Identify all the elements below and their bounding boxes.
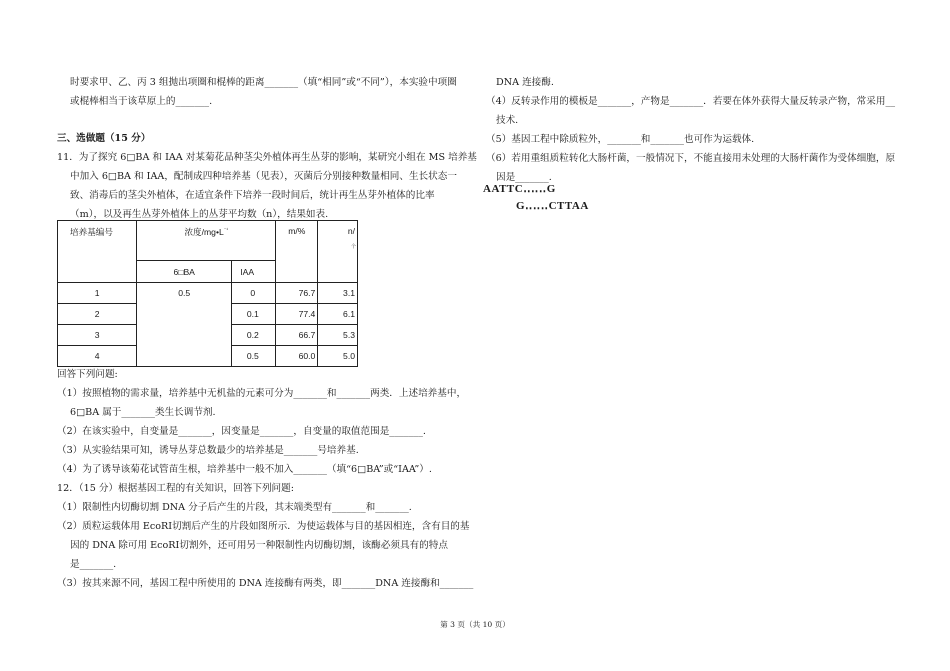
cell-n: 5.0 [318, 346, 358, 367]
cell-id: 3 [58, 325, 137, 346]
q11-line: 中加入 6□BA 和 IAA，配制成四种培养基（见表），灭菌后分别接种数量相同、生长状态一 [70, 171, 457, 182]
header-medium: 培养基编号 [58, 221, 137, 283]
q11-line: （m），以及再生丛芽外植体上的丛芽平均数（n），结果如表. [70, 209, 329, 220]
cell-iaa: 0.2 [232, 325, 276, 346]
q12-line: 12．（15 分）根据基因工程的有关知识，回答下列问题: [57, 483, 294, 494]
cell-6ba: 0.5 [137, 283, 232, 367]
text-line: 技术. [496, 115, 519, 126]
q11-line: 6□BA 属于_______类生长调节剂. [70, 407, 216, 418]
cell-id: 4 [58, 346, 137, 367]
header-concentration: 浓度$/mg•L^{^{-1}}$ [137, 221, 276, 261]
cell-iaa: 0.5 [232, 346, 276, 367]
cell-id: 2 [58, 304, 137, 325]
cell-n: 6.1 [318, 304, 358, 325]
cell-n: 3.1 [318, 283, 358, 304]
page-footer: 第 3 页（共 10 页） [440, 620, 510, 629]
text-line: （4）反转录作用的模板是_______，产物是_______．若要在体外获得大量反转录产物，常采用__ [486, 96, 896, 107]
cell-id: 1 [58, 283, 137, 304]
cell-m: 66.7 [276, 325, 318, 346]
text-line: （6）若用重组质粒转化大肠杆菌，一般情况下，不能直接用未处理的大肠杆菌作为受体细胞，原 [486, 153, 896, 164]
cell-iaa: 0.1 [232, 304, 276, 325]
q12-line: 因的 DNA 除可用 EcoRI切割外，还可用另一种限制性内切酶切割，该酶必须具有的特点 [70, 540, 448, 551]
header-m: m/% [276, 221, 318, 283]
subheader-iaa: IAA [232, 261, 276, 283]
sequence-top-strand: AATTC‥‥‥G [483, 183, 556, 195]
cell-m: 76.7 [276, 283, 318, 304]
text-line: 或棍棒相当于该草原上的_______. [70, 96, 213, 107]
q11-line: （1）按照植物的需求量，培养基中无机盐的元素可分为_______和_______两类．上述培养基中， [57, 388, 467, 399]
q12-line: （3）按其来源不同，基因工程中所使用的 DNA 连接酶有两类，即_______DNA 连接酶和_______ [57, 578, 474, 589]
text-line: （5）基因工程中除质粒外，_______和_______也可作为运载体. [486, 134, 755, 145]
text-line: DNA 连接酶. [496, 77, 554, 88]
subheader-6ba: 6□BA [137, 261, 232, 283]
results-table [57, 220, 358, 367]
section-title: 三、选做题（15 分） [57, 133, 151, 144]
cell-iaa: 0 [232, 283, 276, 304]
q12-line: （2）质粒运载体用 EcoRI切割后产生的片段如图所示．为使运载体与目的基因相连，含有目的基 [57, 521, 470, 532]
q11-line: 致、消毒后的茎尖外植体，在适宜条件下培养一段时间后，统计再生丛芽外植体的比率 [70, 190, 435, 201]
cell-m: 77.4 [276, 304, 318, 325]
text-line: 因是_______. [496, 172, 552, 183]
q11-line: 11．为了探究 6□BA 和 IAA 对某菊花品种茎尖外植体再生丛芽的影响，某研究小组在 MS 培养基 [57, 152, 477, 163]
cell-n: 5.3 [318, 325, 358, 346]
text-line: 时要求甲、乙、丙 3 组抛出项圈和棍棒的距离_______（填“相同”或“不同”），本实验中项圈 [70, 77, 457, 88]
cell-m: 60.0 [276, 346, 318, 367]
header-n: n/ 个 [318, 221, 358, 283]
sequence-bottom-strand: G‥‥‥CTTAA [516, 200, 589, 212]
q12-line: 是_______. [70, 559, 117, 570]
q11-line: （2）在该实验中，自变量是_______，因变量是_______，自变量的取值范围是_______. [57, 426, 426, 437]
q11-line: 回答下列问题: [57, 369, 118, 380]
q11-line: （3）从实验结果可知，诱导丛芽总数最少的培养基是_______号培养基. [57, 445, 359, 456]
q12-line: （1）限制性内切酶切割 DNA 分子后产生的片段，其末端类型有_______和_______. [57, 502, 412, 513]
q11-line: （4）为了诱导该菊花试管苗生根，培养基中一般不加入_______（填“6□BA”或“IAA”）. [57, 464, 432, 475]
